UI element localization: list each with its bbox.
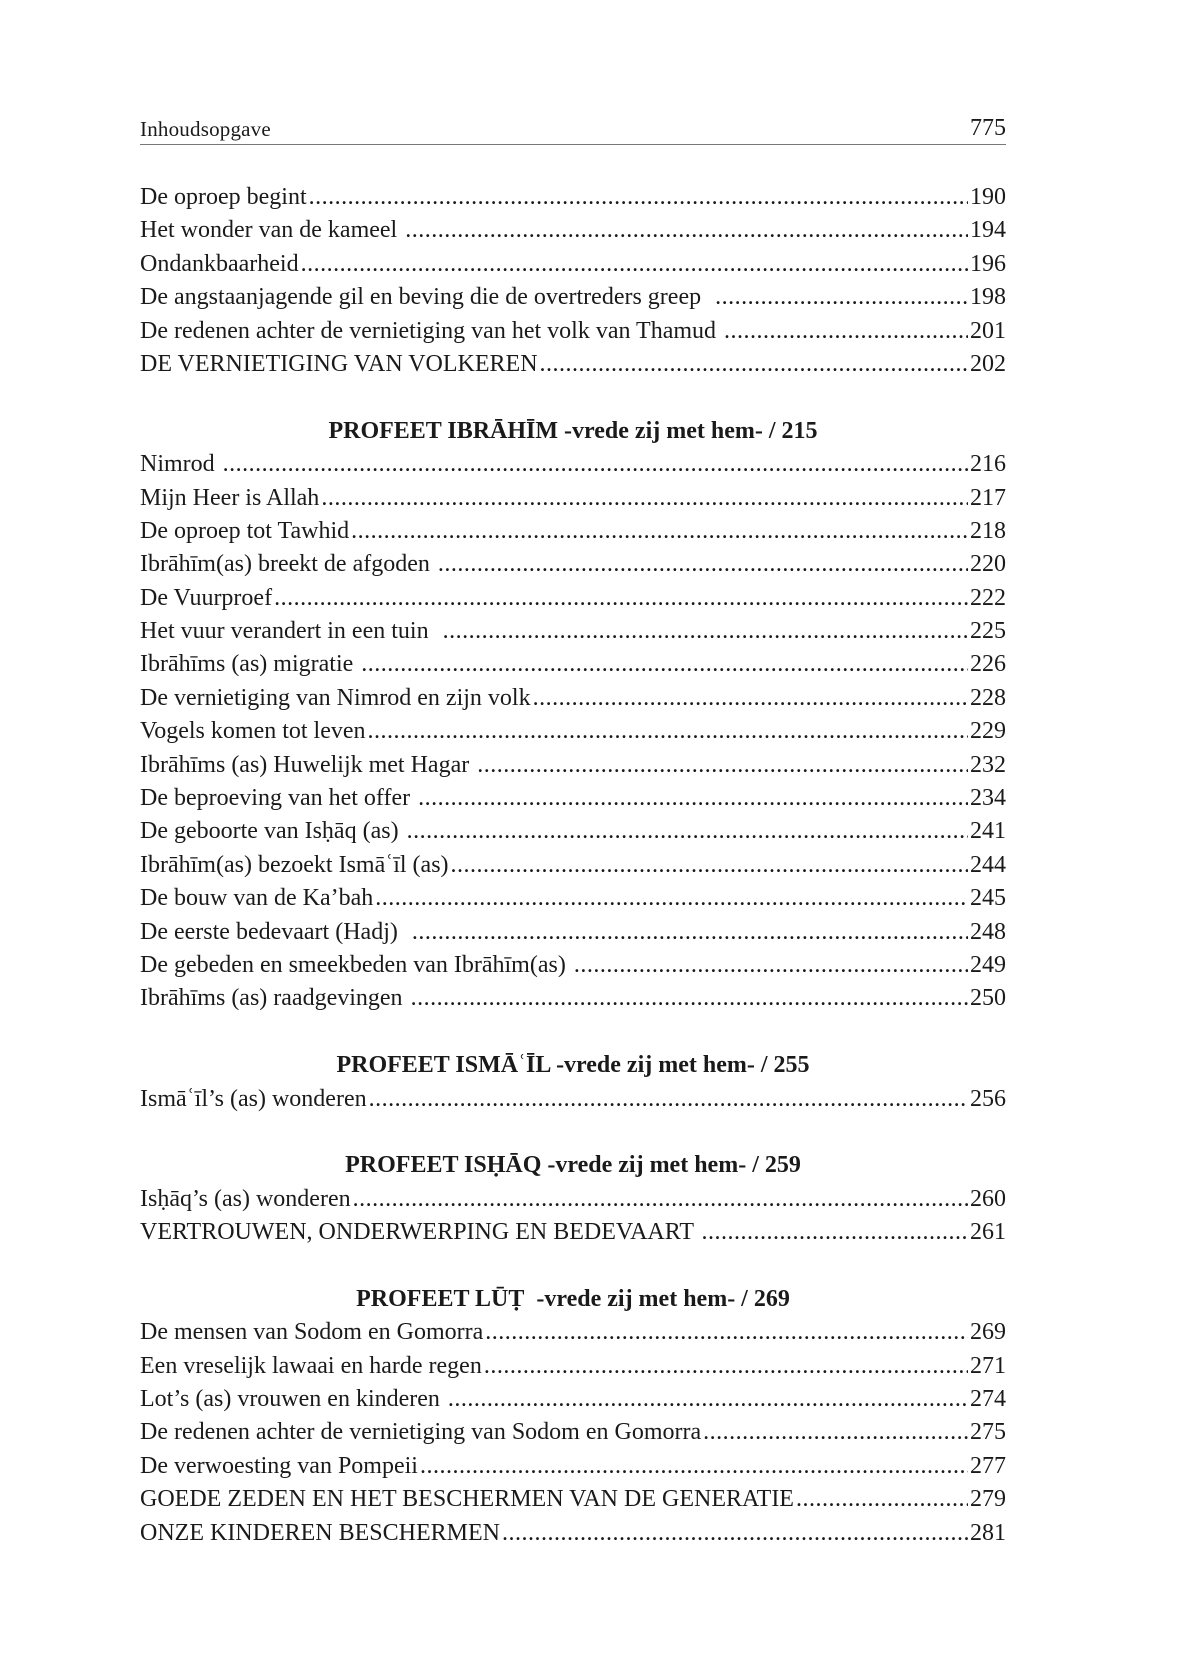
toc-entry[interactable] <box>140 214 1006 247</box>
dot-leader <box>405 214 968 247</box>
toc-entry[interactable] <box>140 515 1006 548</box>
toc-entry-page: 196 <box>970 250 1006 277</box>
running-header <box>140 108 1006 145</box>
toc-entry-title: Ibrāhīms (as) migratie <box>140 651 360 678</box>
toc-entry-title: De oproep tot Tawhid <box>140 517 350 544</box>
dot-leader <box>418 782 968 815</box>
dot-leader <box>485 1316 968 1349</box>
toc-entry-title: De oproep begint <box>140 184 307 210</box>
toc-entry-page: 216 <box>970 451 1006 478</box>
toc-entry-page: 269 <box>970 1319 1006 1346</box>
dot-leader <box>438 548 968 581</box>
toc-entry[interactable] <box>140 982 1006 1015</box>
section-heading: PROFEET ISḤĀQ -vrede zij met hem- / 259 <box>345 1152 801 1179</box>
dot-leader <box>574 949 968 982</box>
toc-entry[interactable] <box>140 1350 1006 1383</box>
toc-entry-page: 277 <box>970 1452 1006 1479</box>
toc-entry[interactable] <box>140 248 1006 281</box>
dot-leader <box>502 1517 968 1550</box>
dot-leader <box>407 815 968 848</box>
toc-entry-page: 194 <box>970 217 1006 244</box>
toc-entry-page: 274 <box>970 1386 1006 1413</box>
toc-entry[interactable] <box>140 1216 1006 1249</box>
toc-entry[interactable] <box>140 648 1006 681</box>
dot-leader <box>361 648 968 681</box>
dot-leader <box>369 1083 968 1116</box>
toc-entry-page: 217 <box>970 484 1006 511</box>
toc-entry-page: 234 <box>970 785 1006 812</box>
toc-entry[interactable] <box>140 815 1006 848</box>
toc-entry-page: 271 <box>970 1352 1006 1379</box>
dot-leader <box>540 348 968 381</box>
toc-entry-title: De mensen van Sodom en Gomorra <box>140 1319 484 1346</box>
toc-entry[interactable] <box>140 882 1006 915</box>
dot-leader <box>715 281 968 314</box>
toc-entry-page: 225 <box>970 618 1006 645</box>
toc-entry-page: 201 <box>970 317 1006 344</box>
toc-entry-title: De redenen achter de vernietiging van Sodom en Gomorra <box>140 1419 702 1446</box>
toc-entry-title: De verwoesting van Pompeii <box>140 1452 418 1479</box>
dot-leader <box>420 1450 968 1483</box>
toc-entry-page: 222 <box>970 584 1006 611</box>
dot-leader <box>375 882 968 915</box>
toc-entry-title: De bouw van de Ka’bah <box>140 885 374 912</box>
toc-entry-page: 229 <box>970 718 1006 745</box>
toc-entry-title: De beproeving van het offer <box>140 785 417 812</box>
toc-entry-page: 202 <box>970 350 1006 377</box>
toc-entry[interactable] <box>140 782 1006 815</box>
toc-entry-title: Mijn Heer is Allah <box>140 484 320 511</box>
section-heading: PROFEET IBRĀHĪM -vrede zij met hem- / 215 <box>328 417 818 444</box>
toc-entry[interactable] <box>140 315 1006 348</box>
toc-entry[interactable] <box>140 1316 1006 1349</box>
toc-entry[interactable] <box>140 1183 1006 1216</box>
toc-entry-page: 198 <box>970 284 1006 311</box>
toc-entry-title: De gebeden en smeekbeden van Ibrāhīm(as) <box>140 951 572 978</box>
toc-entry-page: 281 <box>970 1519 1006 1546</box>
toc-entry[interactable] <box>140 949 1006 982</box>
toc-entry[interactable] <box>140 849 1006 882</box>
toc-entry-page: 244 <box>970 851 1006 878</box>
dot-leader <box>309 181 968 214</box>
toc-entry-page: 228 <box>970 684 1006 711</box>
toc-entry-title: De angstaanjagende gil en beving die de overtreders greep <box>140 284 714 311</box>
dot-leader <box>703 1416 968 1449</box>
toc-entry[interactable] <box>140 1450 1006 1483</box>
section-spacer <box>140 381 1006 414</box>
toc-entry-page: 250 <box>970 985 1006 1012</box>
toc-entry[interactable] <box>140 448 1006 481</box>
toc-entry-page: 226 <box>970 651 1006 678</box>
dot-leader <box>351 515 968 548</box>
toc-entry-title: Isḥāq’s (as) wonderen <box>140 1185 351 1212</box>
toc-entry-title: Ibrāhīms (as) Huwelijk met Hagar <box>140 751 476 778</box>
toc-entry-page: 232 <box>970 751 1006 778</box>
dot-leader <box>274 582 968 615</box>
toc-entry-title: Nimrod <box>140 451 221 478</box>
toc-entry-title: VERTROUWEN, ONDERWERPING EN BEDEVAART <box>140 1219 700 1246</box>
section-spacer <box>140 1016 1006 1049</box>
dot-leader <box>353 1183 968 1216</box>
toc-entry-page: 275 <box>970 1419 1006 1446</box>
dot-leader <box>412 916 968 949</box>
toc-entry-title: Vogels komen tot leven <box>140 718 366 745</box>
dot-leader <box>321 482 968 515</box>
toc-entry[interactable] <box>140 715 1006 748</box>
toc-entry[interactable] <box>140 749 1006 782</box>
toc-entry-title: De Vuurproef <box>140 584 273 611</box>
toc-entry[interactable] <box>140 181 1006 214</box>
dot-leader <box>702 1216 968 1249</box>
section-spacer <box>140 1116 1006 1149</box>
running-title: Inhoudsopgave <box>140 117 271 141</box>
toc-entry-page: 279 <box>970 1486 1006 1513</box>
dot-leader <box>368 715 968 748</box>
toc-entry-title: Ismāʿīl’s (as) wonderen <box>140 1085 367 1112</box>
toc-entry-title: Ibrāhīms (as) raadgevingen <box>140 985 409 1012</box>
toc-entry[interactable] <box>140 1483 1006 1516</box>
toc-entry[interactable] <box>140 548 1006 581</box>
dot-leader <box>411 982 968 1015</box>
toc-entry-page: 248 <box>970 918 1006 945</box>
toc-entry-title: De eerste bedevaart (Hadj) <box>140 918 410 945</box>
toc-entry[interactable] <box>140 348 1006 381</box>
section-heading: PROFEET ISMĀʿĪL -vrede zij met hem- / 255 <box>336 1052 810 1079</box>
toc-entry-title: DE VERNIETIGING VAN VOLKEREN <box>140 350 538 377</box>
toc-entry[interactable] <box>140 1517 1006 1550</box>
toc-entry[interactable] <box>140 1383 1006 1416</box>
toc-entry-title: Ibrāhīm(as) bezoekt Ismāʿīl (as) <box>140 851 449 878</box>
dot-leader <box>301 248 968 281</box>
section-spacer <box>140 1250 1006 1283</box>
toc-entry-title: Ondankbaarheid <box>140 250 299 277</box>
toc-entry-title: Het vuur verandert in een tuin <box>140 618 441 645</box>
toc-entry-title: De redenen achter de vernietiging van het volk van Thamud <box>140 317 723 344</box>
dot-leader <box>484 1350 968 1383</box>
toc-entry[interactable] <box>140 682 1006 715</box>
dot-leader <box>223 448 968 481</box>
toc-entry-title: De geboorte van Isḥāq (as) <box>140 818 405 845</box>
toc-entry-title: Ibrāhīm(as) breekt de afgoden <box>140 551 436 578</box>
toc-entry-page: 245 <box>970 885 1006 912</box>
dot-leader <box>451 849 968 882</box>
dot-leader <box>533 682 968 715</box>
toc-entry[interactable] <box>140 281 1006 314</box>
dot-leader <box>724 315 968 348</box>
toc-entry-page: 249 <box>970 951 1006 978</box>
toc-entry[interactable] <box>140 1083 1006 1116</box>
toc-entry[interactable] <box>140 1416 1006 1449</box>
toc-entry[interactable] <box>140 582 1006 615</box>
toc-sections <box>140 381 1006 1550</box>
toc-entry-title: De vernietiging van Nimrod en zijn volk <box>140 684 531 711</box>
toc-entry-title: Een vreselijk lawaai en harde regen <box>140 1352 482 1379</box>
dot-leader <box>448 1383 968 1416</box>
toc-entry-page: 220 <box>970 551 1006 578</box>
toc-entry-page: 260 <box>970 1185 1006 1212</box>
toc-entry-page: 241 <box>970 818 1006 845</box>
intro-entries <box>140 181 1006 381</box>
page-number: 775 <box>970 115 1006 141</box>
toc-entry-page: 190 <box>970 184 1006 210</box>
dot-leader <box>477 749 968 782</box>
section-heading: PROFEET LŪṬ -vrede zij met hem- / 269 <box>356 1285 790 1312</box>
dot-leader <box>796 1483 968 1516</box>
toc-entry-page: 256 <box>970 1085 1006 1112</box>
toc-entry[interactable] <box>140 916 1006 949</box>
toc-entry-page: 261 <box>970 1219 1006 1246</box>
toc-entry-title: Het wonder van de kameel <box>140 217 404 244</box>
toc-entry-title: GOEDE ZEDEN EN HET BESCHERMEN VAN DE GENERATIE <box>140 1486 794 1513</box>
toc-entry-title: ONZE KINDEREN BESCHERMEN <box>140 1519 500 1546</box>
dot-leader <box>443 615 968 648</box>
toc-page <box>140 108 1006 1550</box>
toc-entry[interactable] <box>140 482 1006 515</box>
toc-entry-title: Lot’s (as) vrouwen en kinderen <box>140 1386 446 1413</box>
toc-entry[interactable] <box>140 615 1006 648</box>
toc-entry-page: 218 <box>970 517 1006 544</box>
